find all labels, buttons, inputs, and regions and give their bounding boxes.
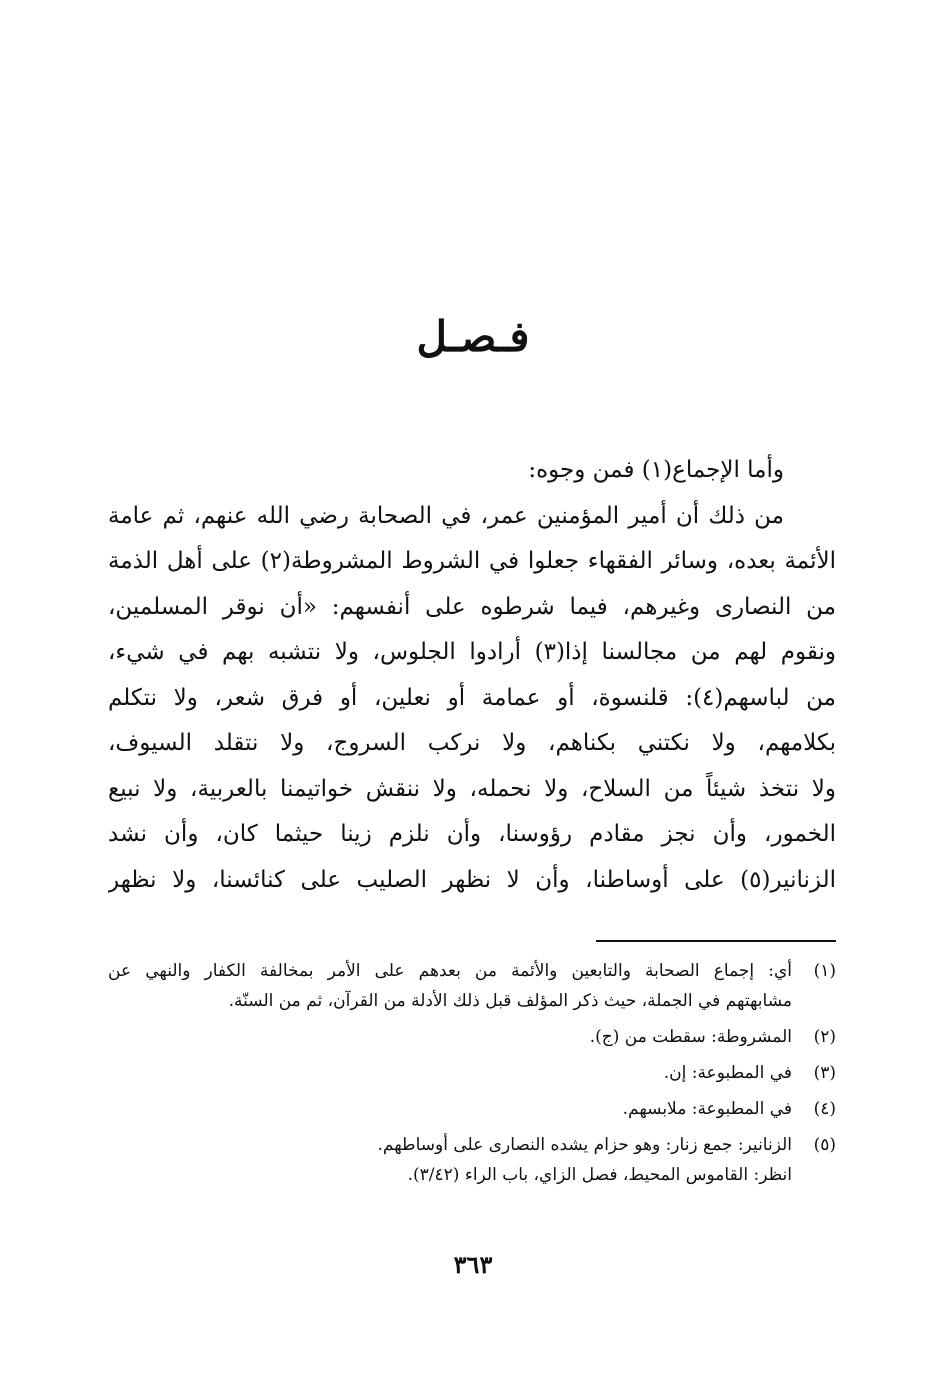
body-line: وأما الإجماع(١) فمن وجوه: [528,457,784,483]
footnote-separator [596,940,836,942]
body-line: من لباسهم(٤): قلنسوة، أو عمامة أو نعلين، أو فرق شعر، ولا نتكلم [108,684,836,711]
footnote-number: (٤) [813,1099,836,1119]
body-text [108,448,836,903]
body-line: الزنانير(٥) على أوساطنا، وأن لا نظهر الصليب على كنائسنا، ولا نظهر [108,866,836,893]
footnote [108,1130,836,1190]
footnote-line: في المطبوعة: ملابسهم. [622,1099,792,1119]
footnote-number: (١) [813,961,836,981]
footnote [108,1058,836,1088]
footnote-line: أي: إجماع الصحابة والتابعين والأئمة من بعدهم على الأمر بمخالفة الكفار والنهي عن [108,961,792,981]
footnote-number: (٢) [813,1027,836,1047]
footnote-line: المشروطة: سقطت من (ج). [589,1027,792,1047]
body-line: ونقوم لهم من مجالسنا إذا(٣) أرادوا الجلوس، ولا نتشبه بهم في شيء، [108,639,836,665]
footnote [108,1022,836,1052]
footnote [108,956,836,1016]
body-line: بكلامهم، ولا نكتني بكناهم، ولا نركب السروج، ولا نتقلد السيوف، [108,730,836,756]
footnote-number: (٥) [813,1135,836,1155]
footnote-number: (٣) [813,1063,836,1083]
footnote-line: انظر: القاموس المحيط، فصل الزاي، باب الراء (٣/٤٢). [407,1165,792,1185]
body-line: من ذلك أن أمير المؤمنين عمر، في الصحابة رضي الله عنهم، ثم عامة [108,502,784,529]
footnote-line: في المطبوعة: إن. [663,1063,792,1083]
body-line: الخمور، وأن نجز مقادم رؤوسنا، وأن نلزم زينا حيثما كان، وأن نشد [108,821,836,847]
body-line: ولا نتخذ شيئاً من السلاح، ولا نحمله، ولا ننقش خواتيمنا بالعربية، ولا نبيع [108,775,836,802]
chapter-title: فـصـل [416,312,530,361]
body-line: الأئمة بعده، وسائر الفقهاء جعلوا في الشروط المشروطة(٢) على أهل الذمة [108,548,836,574]
footnote-line: الزنانير: جمع زنار: وهو حزام يشده النصارى على أوساطهم. [377,1135,792,1155]
footnote-line: مشابهتهم في الجملة، حيث ذكر المؤلف قبل ذلك الأدلة من القرآن، ثم من السنّة. [228,991,792,1011]
footnote [108,1094,836,1124]
page-number: ٣٦٣ [453,1250,493,1279]
footnotes [108,956,836,1196]
body-line: من النصارى وغيرهم، فيما شرطوه على أنفسهم: «أن نوقر المسلمين، [108,593,836,620]
